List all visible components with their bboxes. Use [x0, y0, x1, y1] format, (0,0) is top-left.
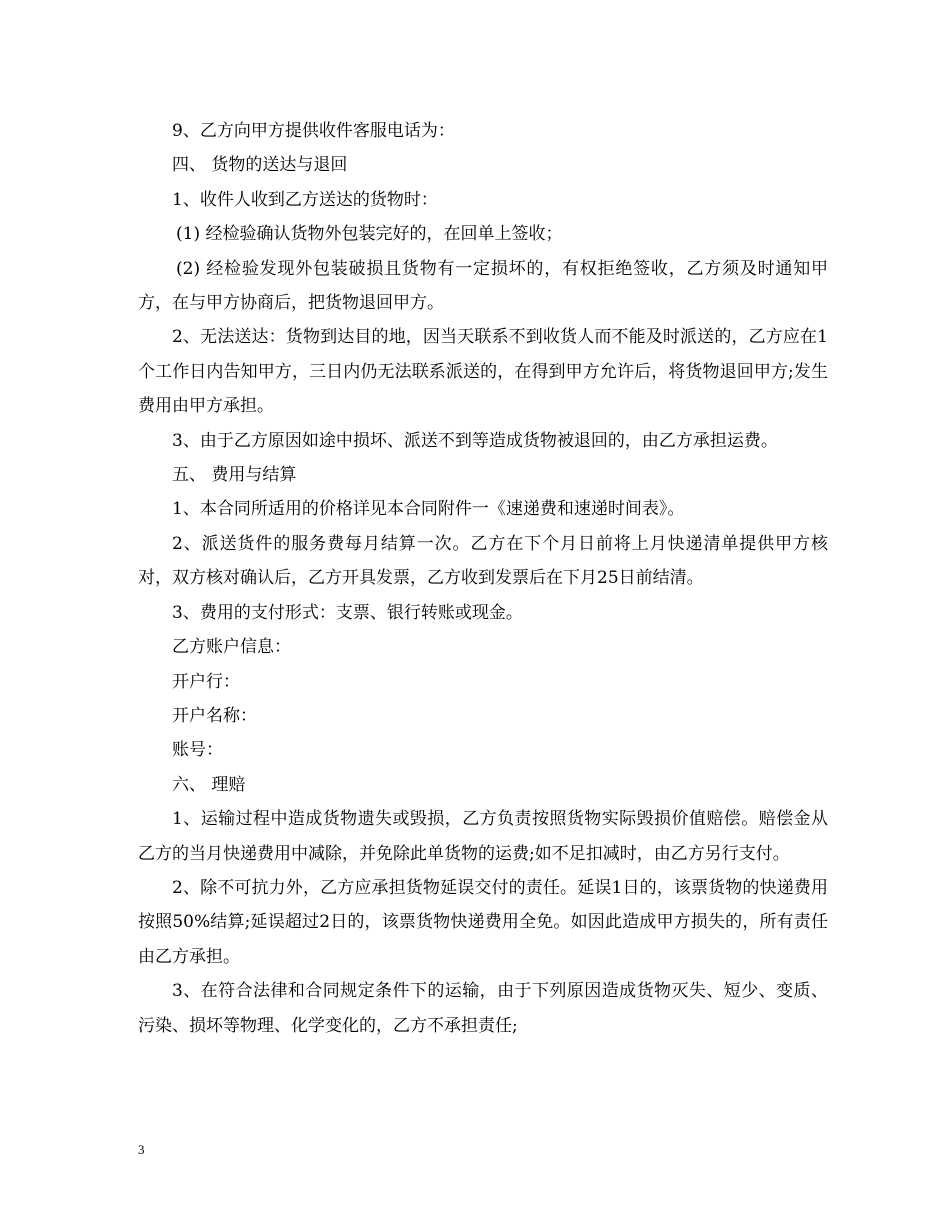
paragraph-4-1-a: (1) 经检验确认货物外包装完好的，在回单上签收；	[176, 224, 563, 245]
bank-label: 开户行：	[172, 671, 240, 692]
section-heading-6: 六、 理赔	[172, 774, 246, 795]
account-info-label: 乙方账户信息：	[172, 637, 291, 658]
account-number-label: 账号：	[172, 740, 223, 761]
account-name-label: 开户名称：	[172, 705, 257, 726]
section-heading-4: 四、 货物的送达与退回	[172, 155, 348, 176]
section-heading-5: 五、 费用与结算	[172, 465, 297, 486]
paragraph-6-3: 3、在符合法律和合同规定条件下的运输，由于下列原因造成货物灭失、短少、变质、污染、损坏等物理、化学变化的，乙方不承担责任;	[138, 981, 828, 1036]
paragraph-clause-9: 9、乙方向甲方提供收件客服电话为：	[172, 121, 455, 141]
paragraph-4-1: 1、收件人收到乙方送达的货物时：	[172, 189, 438, 210]
page-number: 3	[138, 1142, 145, 1157]
paragraph-5-2: 2、派送货件的服务费每月结算一次。乙方在下个月日前将上月快递清单提供甲方核对，双方核对确认后，乙方开具发票，乙方收到发票后在下月25日前结清。	[138, 533, 828, 589]
paragraph-4-2: 2、无法送达：货物到达目的地，因当天联系不到收货人而不能及时派送的，乙方应在1个工作日内告知甲方，三日内仍无法联系派送的，在得到甲方允许后，将货物退回甲方;发生费用由甲方承担。	[138, 327, 828, 417]
paragraph-4-1-b: (2) 经检验发现外包装破损且货物有一定损坏的，有权拒绝签收，乙方须及时通知甲方，在与甲方协商后，把货物退回甲方。	[138, 258, 828, 314]
document-body	[138, 114, 828, 1043]
paragraph-4-3: 3、由于乙方原因如途中损坏、派送不到等造成货物被退回的，由乙方承担运费。	[172, 430, 778, 451]
paragraph-5-3: 3、费用的支付形式：支票、银行转账或现金。	[172, 602, 523, 623]
paragraph-6-1: 1、运输过程中造成货物遗失或毁损，乙方负责按照货物实际毁损价值赔偿。赔偿金从乙方的当月快递费用中减除，并免除此单货物的运费;如不足扣减时，由乙方另行支付。	[138, 809, 828, 864]
paragraph-6-2: 2、除不可抗力外，乙方应承担货物延误交付的责任。延误1日的，该票货物的快递费用按照50%结算;延误超过2日的，该票货物快递费用全免。如因此造成甲方损失的，所有责任由乙方承担。	[138, 877, 828, 967]
paragraph-5-1: 1、本合同所适用的价格详见本合同附件一《速递费和速递时间表》。	[172, 499, 685, 520]
